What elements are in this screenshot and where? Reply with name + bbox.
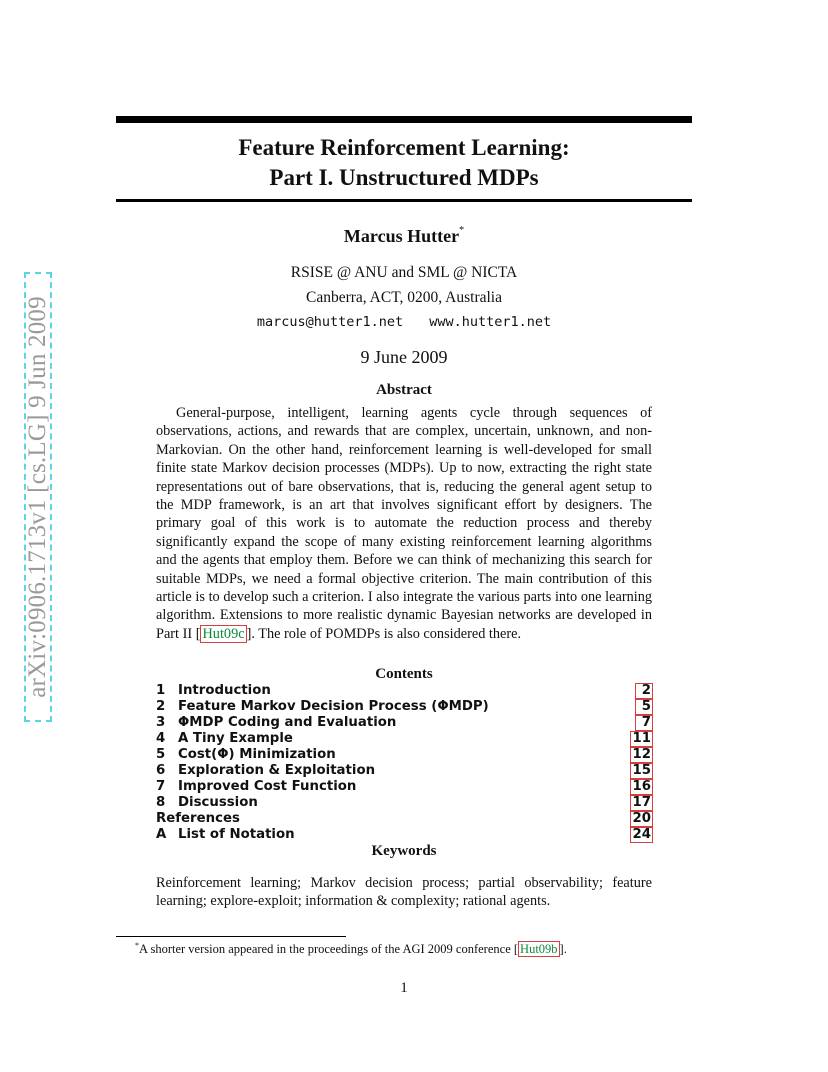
toc-entry[interactable] xyxy=(156,699,653,715)
toc-entry-number: 3 xyxy=(156,715,166,730)
author-name: Marcus Hutter xyxy=(343,226,460,246)
footnote: *A shorter version appeared in the proceedings of the AGI 2009 conference [ Hut09b ]. xyxy=(135,941,567,957)
toc-entry[interactable] xyxy=(156,795,653,811)
email-link[interactable]: marcus@hutter1.net xyxy=(256,314,404,330)
toc-entry-label: Exploration & Exploitation xyxy=(178,763,376,778)
toc-entry[interactable] xyxy=(156,763,653,779)
toc-entry-title xyxy=(156,811,240,827)
table-of-contents xyxy=(156,683,653,843)
citation-link[interactable]: Hut09c xyxy=(202,625,245,642)
toc-entry[interactable] xyxy=(156,683,653,699)
toc-page-link[interactable]: 11 xyxy=(632,731,651,746)
toc-entry-title xyxy=(156,683,271,699)
title-line-2: Part I. Unstructured MDPs xyxy=(269,165,539,190)
toc-entry[interactable] xyxy=(156,715,653,731)
toc-entry-number: 2 xyxy=(156,699,166,714)
location: Canberra, ACT, 0200, Australia xyxy=(305,289,502,306)
citation-link[interactable]: Hut09b xyxy=(520,942,558,957)
toc-entry-title xyxy=(156,795,258,811)
toc-entry-label: ΦMDP Coding and Evaluation xyxy=(178,715,397,730)
abstract-heading: Abstract xyxy=(376,382,432,398)
toc-entry-number: 4 xyxy=(156,731,166,746)
affiliation: RSISE @ ANU and SML @ NICTA xyxy=(290,264,518,281)
toc-page-link[interactable]: 20 xyxy=(632,811,651,826)
title-top-rule xyxy=(116,116,692,123)
footnote-rule xyxy=(116,936,346,937)
toc-entry[interactable] xyxy=(156,827,653,843)
toc-page-link[interactable]: 17 xyxy=(632,795,651,810)
toc-entry[interactable] xyxy=(156,747,653,763)
abstract-text-end: . The role of POMDPs is also considered there. xyxy=(251,625,522,642)
toc-entry-label: List of Notation xyxy=(178,827,295,842)
toc-entry-label: A Tiny Example xyxy=(178,731,293,746)
toc-page-link[interactable]: 15 xyxy=(632,763,651,778)
toc-page-link[interactable]: 2 xyxy=(635,683,653,699)
toc-entry-label: References xyxy=(156,811,240,826)
toc-entry-number: 6 xyxy=(156,763,166,778)
toc-page-link[interactable]: 12 xyxy=(632,747,651,762)
footnote-mark: * xyxy=(135,941,139,950)
contents-heading: Contents xyxy=(375,666,433,682)
toc-entry[interactable] xyxy=(156,779,653,795)
footnote-text: A shorter version appeared in the proceedings of the AGI 2009 conference xyxy=(139,942,514,957)
toc-page-link[interactable]: 24 xyxy=(632,827,651,842)
author xyxy=(116,226,692,247)
toc-entry-label: Improved Cost Function xyxy=(178,779,357,794)
toc-entry-title xyxy=(156,731,293,747)
toc-entry-number: 8 xyxy=(156,795,166,810)
page-number: 1 xyxy=(400,980,408,996)
contact-line xyxy=(116,314,692,330)
toc-entry-number: A xyxy=(156,827,167,842)
toc-page-link[interactable]: 7 xyxy=(635,715,653,731)
author-footnote-mark: * xyxy=(459,225,465,236)
toc-entry-label: Feature Markov Decision Process (ΦMDP) xyxy=(178,699,489,714)
toc-entry-number: 7 xyxy=(156,779,166,794)
toc-entry-number: 1 xyxy=(156,683,166,698)
toc-entry-title xyxy=(156,763,375,779)
footnote-text-end: . xyxy=(563,942,567,957)
keywords-text: Reinforcement learning; Markov decision process; partial observability; feature learning; explore-exploit; information & complexity; rational agents. xyxy=(156,875,652,910)
arxiv-stamp: arXiv:0906.1713v1 [cs.LG] 9 Jun 2009 xyxy=(24,296,51,698)
toc-page-link[interactable]: 16 xyxy=(632,779,651,794)
title-bottom-rule xyxy=(116,199,692,202)
toc-entry-number: 5 xyxy=(156,747,166,762)
toc-entry-label: Discussion xyxy=(178,795,258,810)
website-link[interactable]: www.hutter1.net xyxy=(429,314,552,330)
title-line-1: Feature Reinforcement Learning: xyxy=(238,135,570,160)
toc-entry[interactable] xyxy=(156,731,653,747)
toc-entry-label: Cost(Φ) Minimization xyxy=(178,747,336,762)
toc-entry-title xyxy=(156,747,336,763)
toc-entry-title xyxy=(156,715,396,731)
toc-entry[interactable] xyxy=(156,811,653,827)
toc-page-link[interactable]: 5 xyxy=(635,699,653,715)
toc-entry-label: Introduction xyxy=(178,683,271,698)
date: 9 June 2009 xyxy=(360,347,448,367)
toc-entry-title xyxy=(156,699,489,715)
abstract-text: General-purpose, intelligent, learning agents cycle through sequences of observations, actions, and rewards that are complex, uncertain, unknown, and non-Markovian. On the other hand, reinforcement learning is well-developed for small finite state Markov decision processes (MDPs). Up to now, extracting the right state representations out of bare observations, that is, reducing the general agent setup to the MDP framework, is an art that involves significant effort by designers. The primary goal of this work is to automate the reduction process and thereby significantly expand the scope of many existing reinforcement learning algorithms and the agents that employ them. Before we can think of mechanizing this search for suitable MDPs, we need a formal objective criterion. The main contribution of this article is to develop such a criterion. I also integrate the various parts into one learning algorithm. Extensions to more realistic dynamic Bayesian networks are developed in Part II xyxy=(156,405,652,642)
toc-entry-title xyxy=(156,779,356,795)
abstract-body: General-purpose, intelligent, learning agents cycle through sequences of observations, actions, and rewards that are complex, uncertain, unknown, and non-Markovian. On the other hand, reinforcement learning is well-developed for small finite state Markov decision processes (MDPs). Up to now, extracting the right state representations out of bare observations, that is, reducing the general agent setup to the MDP framework, is an art that involves significant effort by designers. The primary goal of this work is to automate the reduction process and thereby significantly expand the scope of many existing reinforcement learning algorithms and the agents that employ them. Before we can think of mechanizing this search for suitable MDPs, we need a formal objective criterion. The main contribution of this article is to develop such a criterion. I also integrate the various parts into one learning algorithm. Extensions to more realistic dynamic Bayesian networks are developed in Part II [ Hut09c ]. The role of POMDPs is also considered there. xyxy=(156,405,652,642)
toc-entry-title xyxy=(156,827,295,843)
keywords-heading: Keywords xyxy=(371,843,437,859)
